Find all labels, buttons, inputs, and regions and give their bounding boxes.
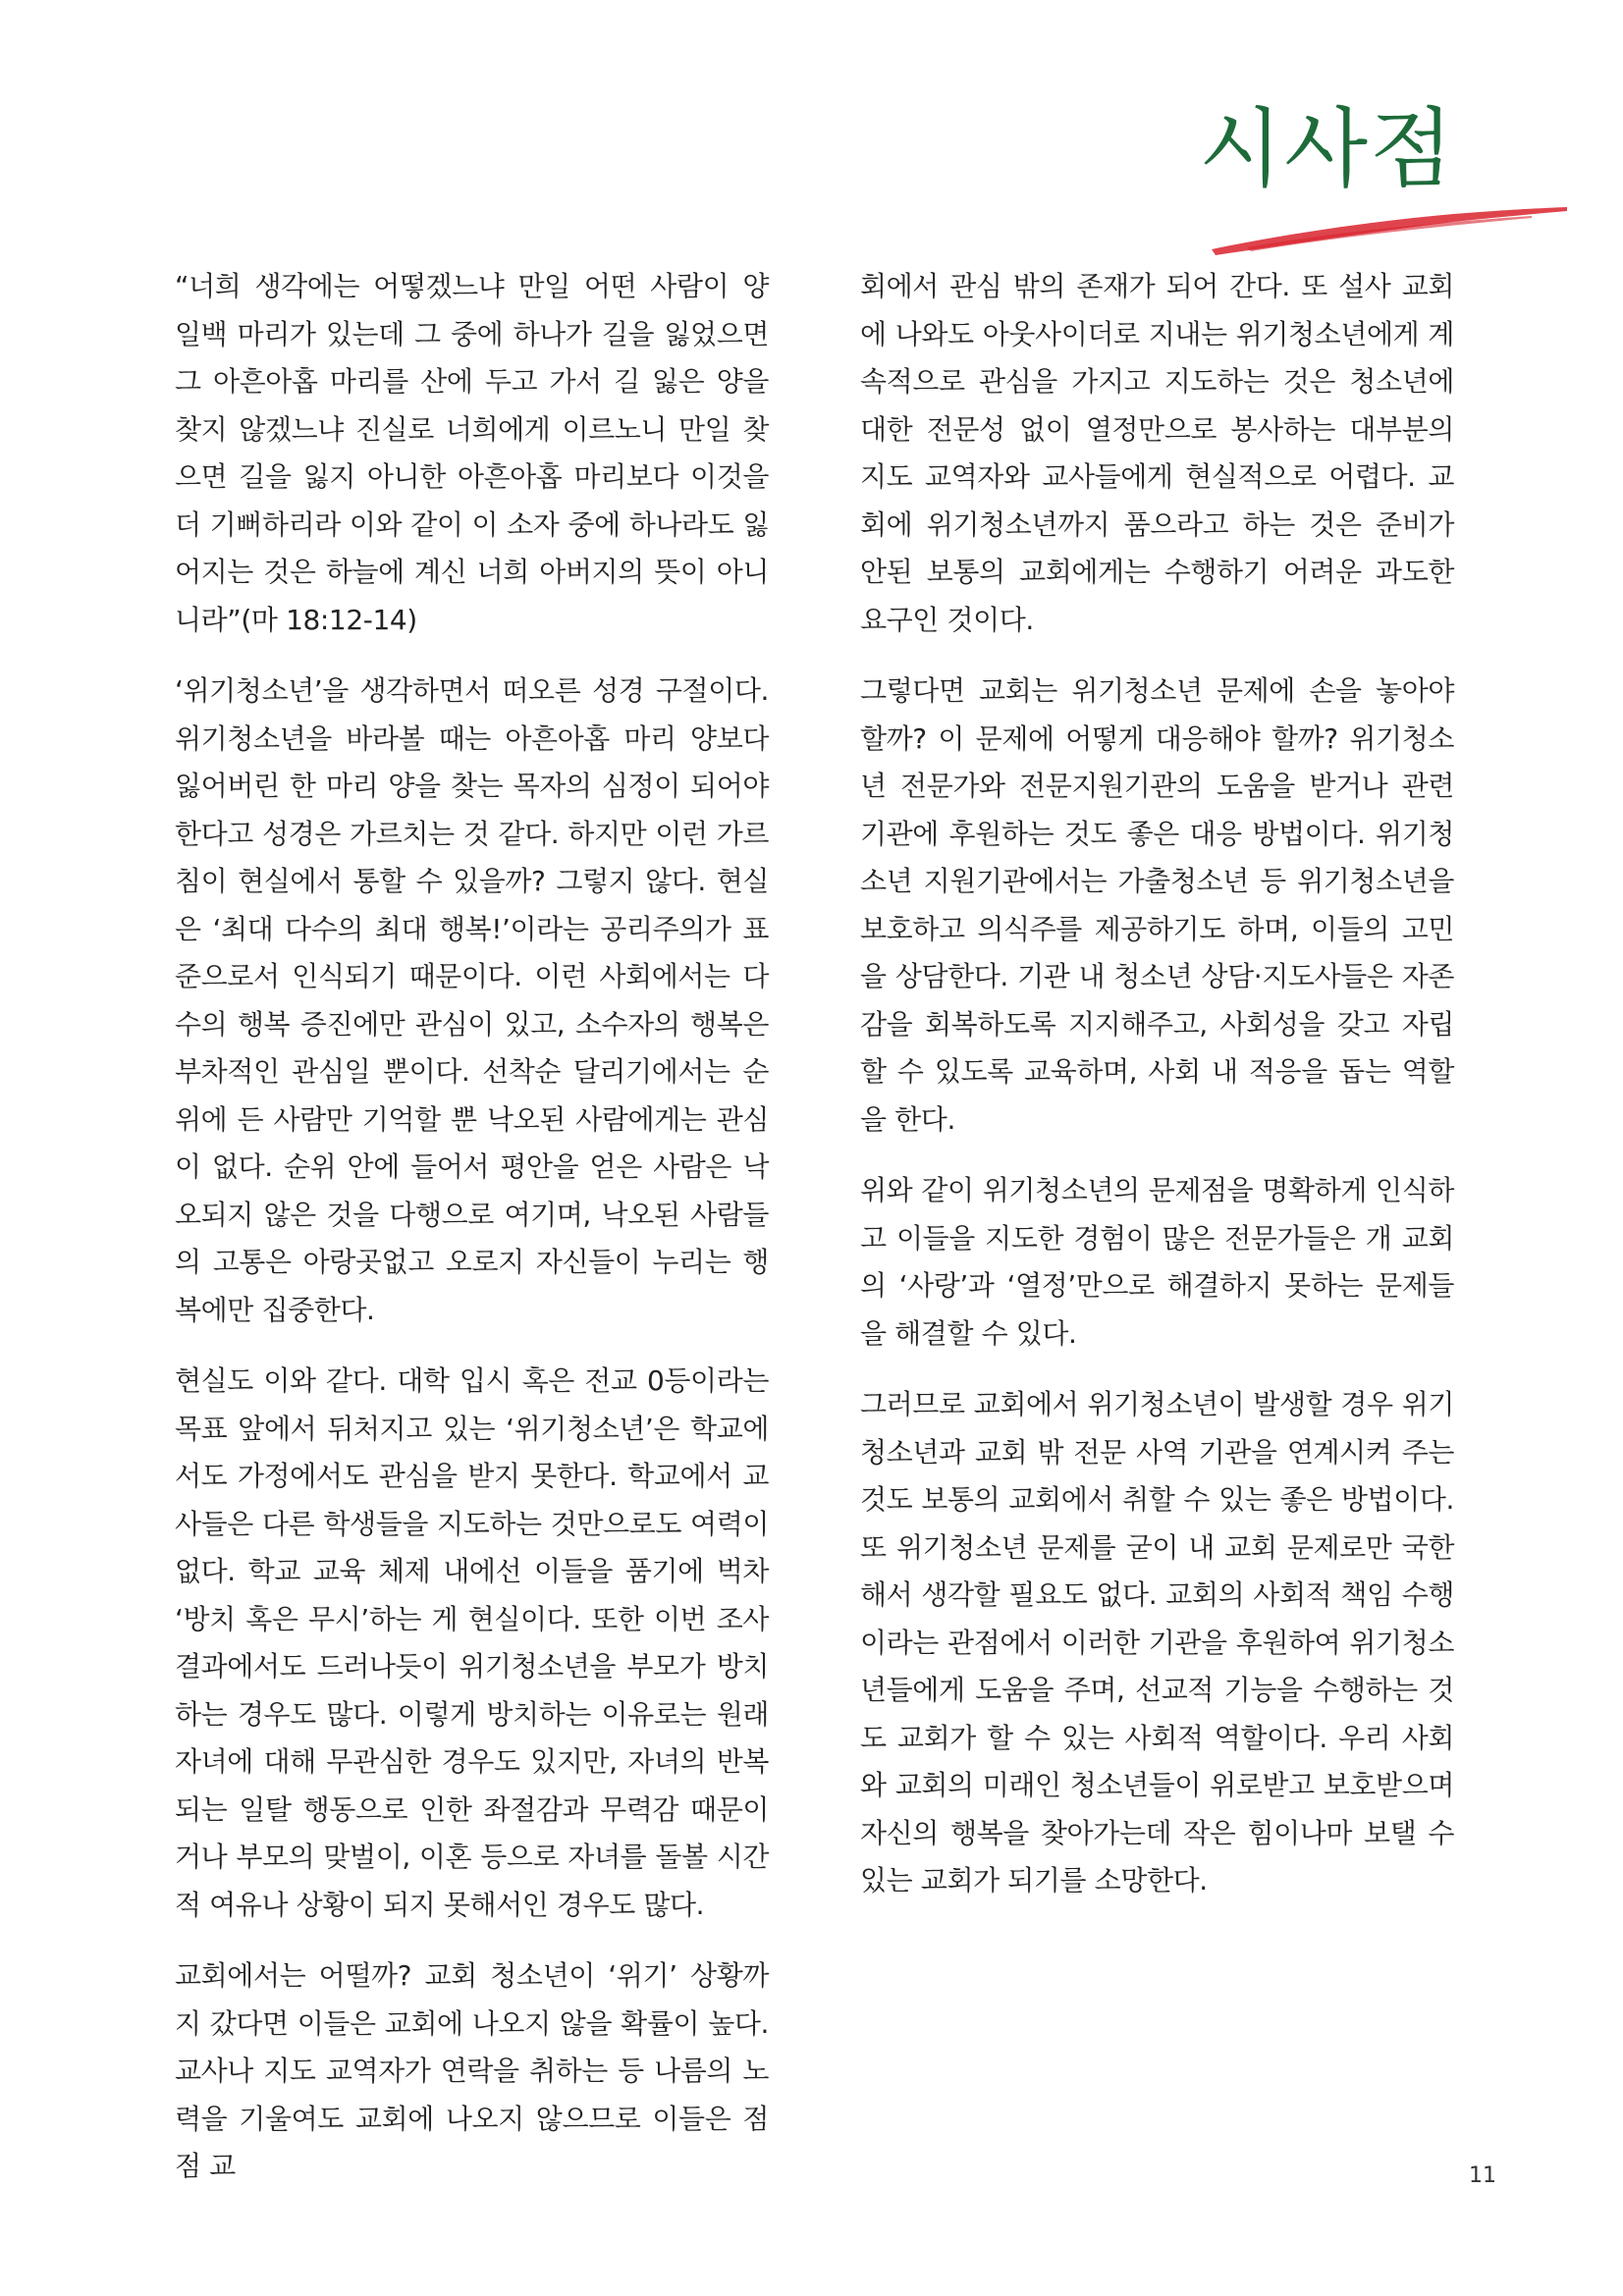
body-paragraph: 그렇다면 교회는 위기청소년 문제에 손을 놓아야 할까? 이 문제에 어떻게 대응해야 할까? 위기청소년 전문가와 전문지원기관의 도움을 받거나 관련 기관에 후원하는 것도 좋은 대응 방법이다. 위기청소년 지원기관에서는 가출청소년 등 위기청소년을 보호하고 의식주를 제공하기도 하며, 이들의 고민을 상담한다. 기관 내 청소년 상담·지도사들은 자존감을 회복하도록 지지해주고, 사회성을 갖고 자립할 수 있도록 교육하며, 사회 내 적응을 돕는 역할을 한다. bbox=[860, 674, 1454, 1136]
left-column bbox=[175, 263, 769, 2215]
body-paragraph: 그러므로 교회에서 위기청소년이 발생할 경우 위기청소년과 교회 밖 전문 사역 기관을 연계시켜 주는 것도 보통의 교회에서 취할 수 있는 좋은 방법이다. 또 위기청소년 문제를 굳이 내 교회 문제로만 국한해서 생각할 필요도 없다. 교회의 사회적 책임 수행이라는 관점에서 이러한 기관을 후원하여 위기청소년들에게 도움을 주며, 선교적 기능을 수행하는 것도 교회가 할 수 있는 사회적 역할이다. 우리 사회와 교회의 미래인 청소년들이 위로받고 보호받으며 자신의 행복을 찾아가는데 작은 힘이나마 보탤 수 있는 교회가 되기를 소망한다. bbox=[860, 1388, 1454, 1896]
section-header bbox=[1159, 94, 1571, 271]
body-paragraph: 교회에서는 어떨까? 교회 청소년이 ‘위기’ 상황까지 갔다면 이들은 교회에 나오지 않을 확률이 높다. 교사나 지도 교역자가 연락을 취하는 등 나름의 노력을 기울여도 교회에 나오지 않으므로 이들은 점점 교 bbox=[175, 1959, 769, 2182]
body-paragraph: 위와 같이 위기청소년의 문제점을 명확하게 인식하고 이들을 지도한 경험이 많은 전문가들은 개 교회의 ‘사랑’과 ‘열정’만으로 해결하지 못하는 문제들을 해결할 수 있다. bbox=[860, 1174, 1454, 1350]
body-paragraph: 현실도 이와 같다. 대학 입시 혹은 전교 0등이라는 목표 앞에서 뒤처지고 있는 ‘위기청소년’은 학교에서도 가정에서도 관심을 받지 못한다. 학교에서 교사들은 다른 학생들을 지도하는 것만으로도 여력이 없다. 학교 교육 체제 내에선 이들을 품기에 벅차 ‘방치 혹은 무시’하는 게 현실이다. 또한 이번 조사 결과에서도 드러나듯이 위기청소년을 부모가 방치하는 경우도 많다. 이렇게 방치하는 이유로는 원래 자녀에 대해 무관심한 경우도 있지만, 자녀의 반복되는 일탈 행동으로 인한 좌절감과 무력감 때문이거나 부모의 맞벌이, 이혼 등으로 자녀를 돌볼 시간적 여유나 상황이 되지 못해서인 경우도 많다. bbox=[175, 1364, 769, 1921]
body-paragraph: “너희 생각에는 어떻겠느냐 만일 어떤 사람이 양 일백 마리가 있는데 그 중에 하나가 길을 잃었으면 그 아흔아홉 마리를 산에 두고 가서 길 잃은 양을 찾지 않겠느냐 진실로 너희에게 이르노니 만일 찾으면 길을 잃지 아니한 아흔아홉 마리보다 이것을 더 기뻐하리라 이와 같이 이 소자 중에 하나라도 잃어지는 것은 하늘에 계신 너희 아버지의 뜻이 아니니라”(마 18:12-14) bbox=[175, 270, 769, 636]
right-column bbox=[860, 263, 1454, 1929]
section-title: 시사점 bbox=[1198, 98, 1455, 199]
page-number: 11 bbox=[1469, 2163, 1496, 2188]
body-paragraph: 회에서 관심 밖의 존재가 되어 간다. 또 설사 교회에 나와도 아웃사이더로 지내는 위기청소년에게 계속적으로 관심을 가지고 지도하는 것은 청소년에 대한 전문성 없이 열정만으로 봉사하는 대부분의 지도 교역자와 교사들에게 현실적으로 어렵다. 교회에 위기청소년까지 품으라고 하는 것은 준비가 안된 보통의 교회에게는 수행하기 어려운 과도한 요구인 것이다. bbox=[860, 270, 1454, 636]
red-brush-stroke-icon bbox=[1208, 192, 1571, 261]
body-paragraph: ‘위기청소년’을 생각하면서 떠오른 성경 구절이다. 위기청소년을 바라볼 때는 아흔아홉 마리 양보다 잃어버린 한 마리 양을 찾는 목자의 심정이 되어야 한다고 성경은 가르치는 것 같다. 하지만 이런 가르침이 현실에서 통할 수 있을까? 그렇지 않다. 현실은 ‘최대 다수의 최대 행복!’이라는 공리주의가 표준으로서 인식되기 때문이다. 이런 사회에서는 다수의 행복 증진에만 관심이 있고, 소수자의 행복은 부차적인 관심일 뿐이다. 선착순 달리기에서는 순위에 든 사람만 기억할 뿐 낙오된 사람에게는 관심이 없다. 순위 안에 들어서 평안을 얻은 사람은 낙오되지 않은 것을 다행으로 여기며, 낙오된 사람들의 고통은 아랑곳없고 오로지 자신들이 누리는 행복에만 집중한다. bbox=[175, 674, 769, 1326]
